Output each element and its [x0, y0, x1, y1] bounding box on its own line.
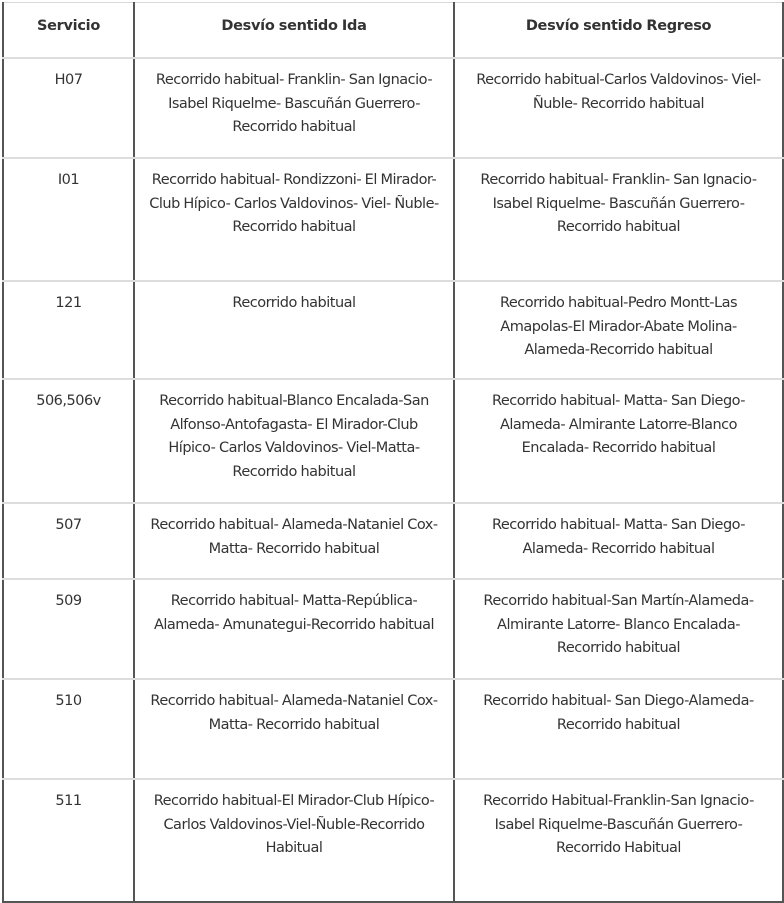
cell-desvio-ida: Recorrido habitual- Alameda-Nataniel Cox- Matta- Recorrido habitual: [134, 503, 454, 579]
table-row: [3, 579, 783, 679]
cell-desvio-ida: Recorrido habitual- Matta-República-Alameda- Amunategui-Recorrido habitual: [134, 579, 454, 679]
cell-servicio: I01: [3, 158, 134, 281]
table-row: [3, 503, 783, 579]
header-desvio-regreso: Desvío sentido Regreso: [454, 3, 783, 59]
cell-desvio-ida: Recorrido habitual-Blanco Encalada-San Alfonso-Antofagasta- El Mirador-Club Hípico- Carlos Valdovinos- Viel-Matta- Recorrido habitual: [134, 379, 454, 503]
cell-desvio-ida: Recorrido habitual- Rondizzoni- El Mirador- Club Hípico- Carlos Valdovinos- Viel- Ñuble- Recorrido habitual: [134, 158, 454, 281]
cell-desvio-regreso: Recorrido habitual- San Diego-Alameda- Recorrido habitual: [454, 679, 783, 779]
cell-servicio: H07: [3, 58, 134, 158]
cell-desvio-ida: Recorrido habitual: [134, 281, 454, 379]
table-row: [3, 281, 783, 379]
cell-desvio-regreso: Recorrido habitual-Carlos Valdovinos- Viel- Ñuble- Recorrido habitual: [454, 58, 783, 158]
cell-servicio: 511: [3, 779, 134, 902]
cell-desvio-ida: Recorrido habitual- Franklin- San Ignacio- Isabel Riquelme- Bascuñán Guerrero- Recorrido habitual: [134, 58, 454, 158]
cell-servicio: 121: [3, 281, 134, 379]
cell-desvio-regreso: Recorrido habitual- Franklin- San Ignacio- Isabel Riquelme- Bascuñán Guerrero- Recorrido habitual: [454, 158, 783, 281]
header-row: [3, 3, 783, 59]
table-row: [3, 679, 783, 779]
cell-desvio-ida: Recorrido habitual- Alameda-Nataniel Cox- Matta- Recorrido habitual: [134, 679, 454, 779]
cell-servicio: 510: [3, 679, 134, 779]
cell-desvio-regreso: Recorrido Habitual-Franklin-San Ignacio-Isabel Riquelme-Bascuñán Guerrero-Recorrido Habitual: [454, 779, 783, 902]
table-row: [3, 379, 783, 503]
table-row: [3, 58, 783, 158]
cell-servicio: 507: [3, 503, 134, 579]
cell-desvio-regreso: Recorrido habitual-Pedro Montt-Las Amapolas-El Mirador-Abate Molina-Alameda-Recorrido habitual: [454, 281, 783, 379]
cell-desvio-ida: Recorrido habitual-El Mirador-Club Hípico-Carlos Valdovinos-Viel-Ñuble-Recorrido Habitual: [134, 779, 454, 902]
header-servicio: Servicio: [3, 3, 134, 59]
cell-servicio: 506,506v: [3, 379, 134, 503]
cell-desvio-regreso: Recorrido habitual- Matta- San Diego-Alameda- Almirante Latorre-Blanco Encalada- Recorrido habitual: [454, 379, 783, 503]
table-row: [3, 158, 783, 281]
cell-desvio-regreso: Recorrido habitual-San Martín-Alameda- Almirante Latorre- Blanco Encalada- Recorrido habitual: [454, 579, 783, 679]
cell-servicio: 509: [3, 579, 134, 679]
cell-desvio-regreso: Recorrido habitual- Matta- San Diego-Alameda- Recorrido habitual: [454, 503, 783, 579]
header-desvio-ida: Desvío sentido Ida: [134, 3, 454, 59]
table-row: [3, 779, 783, 902]
detour-table: [2, 2, 784, 903]
